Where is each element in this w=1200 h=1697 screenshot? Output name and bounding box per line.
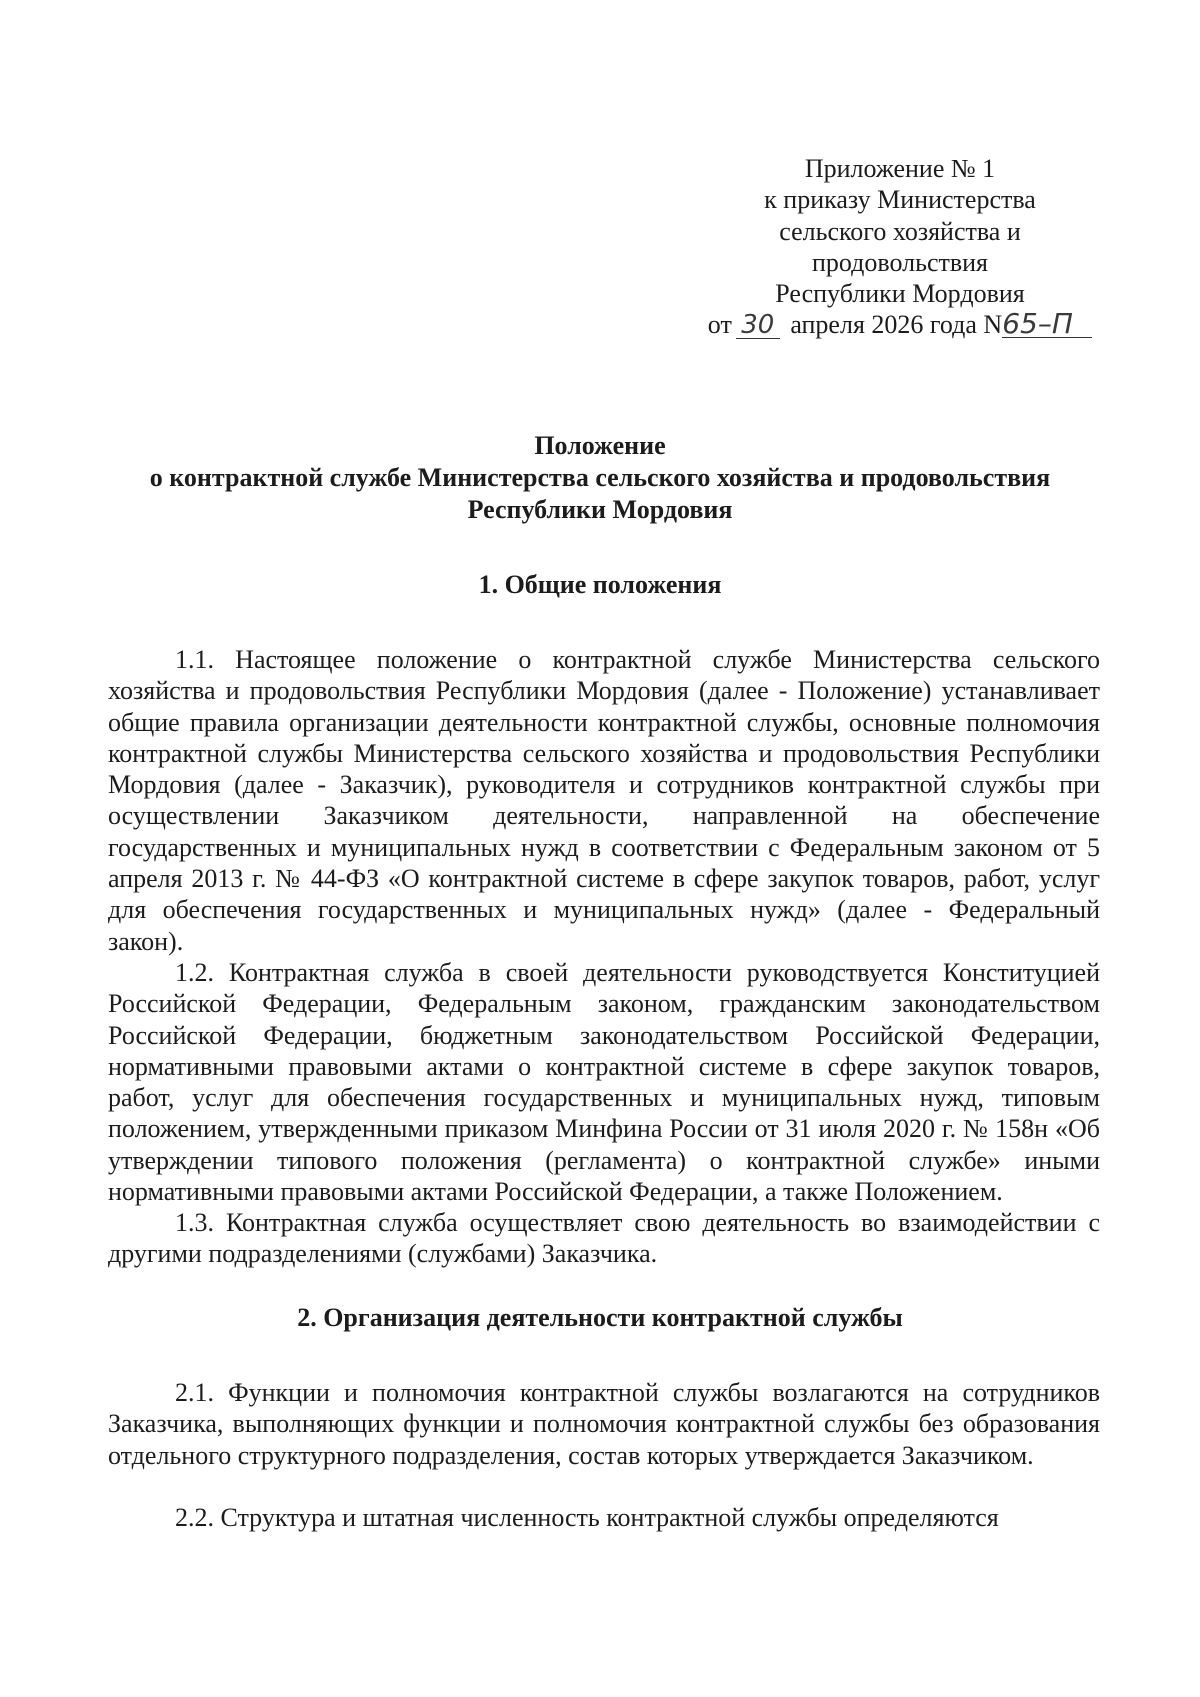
appendix-header — [700, 153, 1100, 341]
title-line-3: Республики Мордовия — [467, 495, 733, 524]
document-title — [100, 430, 1100, 526]
date-prefix: от — [707, 310, 732, 340]
paragraph-1-1: 1.1. Настоящее положение о контрактной службе Министерства сельского хозяйства и продовольствия Республики Мордовия (далее - Положение) устанавливает общие правила организации деятельности контрактной службы, основные полномочия контрактной службы Министерства сельского хозяйства и продовольствия Республики Мордовия (далее - Заказчик), руководителя и сотрудников контрактной службы при осуществлении Заказчиком деятельности, направленной на обеспечение государственных и муниципальных нужд в соответствии с Федеральным законом от 5 апреля 2013 г. № 44-ФЗ «О контрактной системе в сфере закупок товаров, работ, услуг для обеспечения государственных и муниципальных нужд» (далее - Федеральный закон). — [108, 645, 1100, 956]
title-line-2: о контрактной службе Министерства сельского хозяйства и продовольствия — [149, 463, 1051, 492]
appendix-line-1: Приложение № 1 — [804, 154, 996, 183]
paragraph-1-2: 1.2. Контрактная служба в своей деятельности руководствуется Конституцией Российской Федерации, Федеральным законом, гражданским законодательством Российской Федерации, бюджетным законодательством Российской Федерации, нормативными правовыми актами о контрактной системе в сфере закупок товаров, работ, услуг для обеспечения государственных и муниципальных нужд, типовым положением, утвержденными приказом Минфина России от 31 июля 2020 г. № 158н «Об утверждении типового положения (регламента) о контрактной службе» иными нормативными правовыми актами Российской Федерации, а также Положением. — [108, 958, 1100, 1207]
appendix-line-4: продовольствия — [811, 247, 989, 277]
appendix-date-line — [700, 309, 1100, 340]
section-2-heading: 2. Организация деятельности контрактной службы — [297, 1303, 903, 1332]
title-line-1: Положение — [534, 431, 666, 460]
paragraph-2-1: 2.1. Функции и полномочия контрактной службы возлагаются на сотрудников Заказчика, выполняющих функции и полномочия контрактной службы без образования отдельного структурного подразделения, состав которых утверждается Заказчиком. — [108, 1378, 1100, 1470]
paragraph-1-3: 1.3. Контрактная служба осуществляет свою деятельность во взаимодействии с другими подразделениями (службами) Заказчика. — [108, 1208, 1100, 1269]
handwritten-day: 30 — [736, 312, 780, 339]
date-middle: апреля 2026 года N — [790, 310, 1003, 340]
appendix-line-5: Республики Мордовия — [775, 279, 1025, 309]
section-1-heading: 1. Общие положения — [478, 570, 722, 599]
appendix-line-2: к приказу Министерства — [764, 185, 1036, 215]
handwritten-reg-number: 65–П — [1002, 311, 1092, 338]
appendix-line-3: сельского хозяйства и — [779, 216, 1021, 246]
paragraph-2-2: 2.2. Структура и штатная численность контрактной службы определяются — [175, 1503, 999, 1532]
